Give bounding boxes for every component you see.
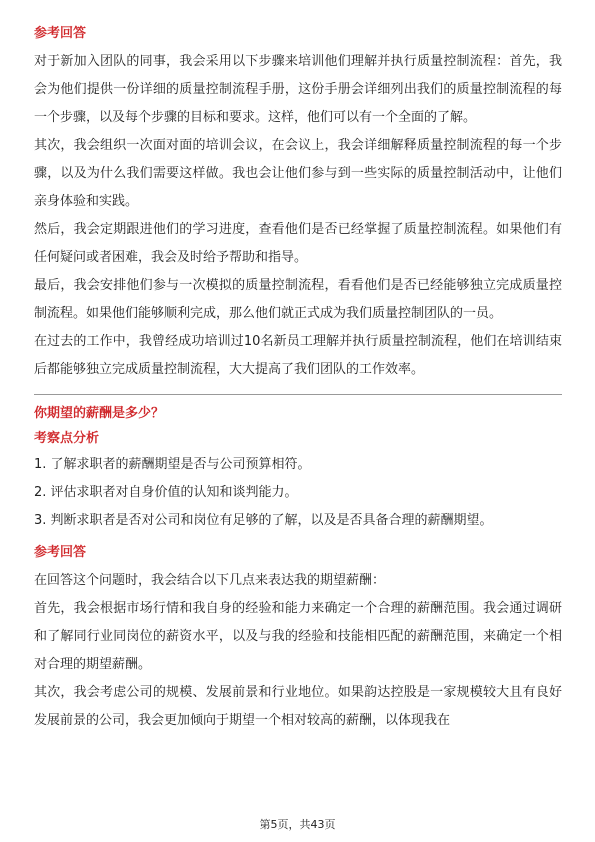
paragraph: 然后，我会定期跟进他们的学习进度，查看他们是否已经掌握了质量控制流程。如果他们有任何疑问或者困难，我会及时给予帮助和指导。 — [34, 222, 562, 265]
section-divider — [34, 394, 562, 395]
page-number: 第5页，共43页 — [259, 818, 336, 831]
analysis-heading: 考察点分析 — [34, 431, 100, 446]
paragraph: 在过去的工作中，我曾经成功培训过10名新员工理解并执行质量控制流程，他们在培训结束后都能够独立完成质量控制流程，大大提高了我们团队的工作效率。 — [34, 334, 562, 377]
analysis-item: 1. 了解求职者的薪酬期望是否与公司预算相符。 — [34, 457, 311, 472]
paragraph: 对于新加入团队的同事，我会采用以下步骤来培训他们理解并执行质量控制流程：首先，我会为他们提供一份详细的质量控制流程手册，这份手册会详细列出我们的质量控制流程的每一个步骤，以及每个步骤的目标和要求。这样，他们可以有一个全面的了解。 — [34, 54, 562, 125]
analysis-item: 2. 评估求职者对自身价值的认知和谈判能力。 — [34, 485, 298, 500]
paragraph: 最后，我会安排他们参与一次模拟的质量控制流程，看看他们是否已经能够独立完成质量控制流程。如果他们能够顺利完成，那么他们就正式成为我们质量控制团队的一员。 — [34, 278, 562, 321]
section-heading: 参考回答 — [34, 26, 87, 41]
analysis-item: 3. 判断求职者是否对公司和岗位有足够的了解，以及是否具备合理的薪酬期望。 — [34, 513, 493, 528]
question-title: 你期望的薪酬是多少？ — [34, 406, 165, 421]
paragraph: 首先，我会根据市场行情和我自身的经验和能力来确定一个合理的薪酬范围。我会通过调研和了解同行业同岗位的薪资水平，以及与我的经验和技能相匹配的薪酬范围，来确定一个相对合理的期望薪酬。 — [34, 601, 562, 672]
paragraph: 其次，我会组织一次面对面的培训会议，在会议上，我会详细解释质量控制流程的每一个步骤，以及为什么我们需要这样做。我也会让他们参与到一些实际的质量控制活动中，让他们亲身体验和实践。 — [34, 138, 562, 209]
answer-heading: 参考回答 — [34, 545, 87, 560]
document-page — [34, 24, 562, 735]
paragraph: 其次，我会考虑公司的规模、发展前景和行业地位。如果韵达控股是一家规模较大且有良好发展前景的公司，我会更加倾向于期望一个相对较高的薪酬，以体现我在 — [34, 685, 562, 728]
paragraph: 在回答这个问题时，我会结合以下几点来表达我的期望薪酬： — [34, 573, 386, 588]
